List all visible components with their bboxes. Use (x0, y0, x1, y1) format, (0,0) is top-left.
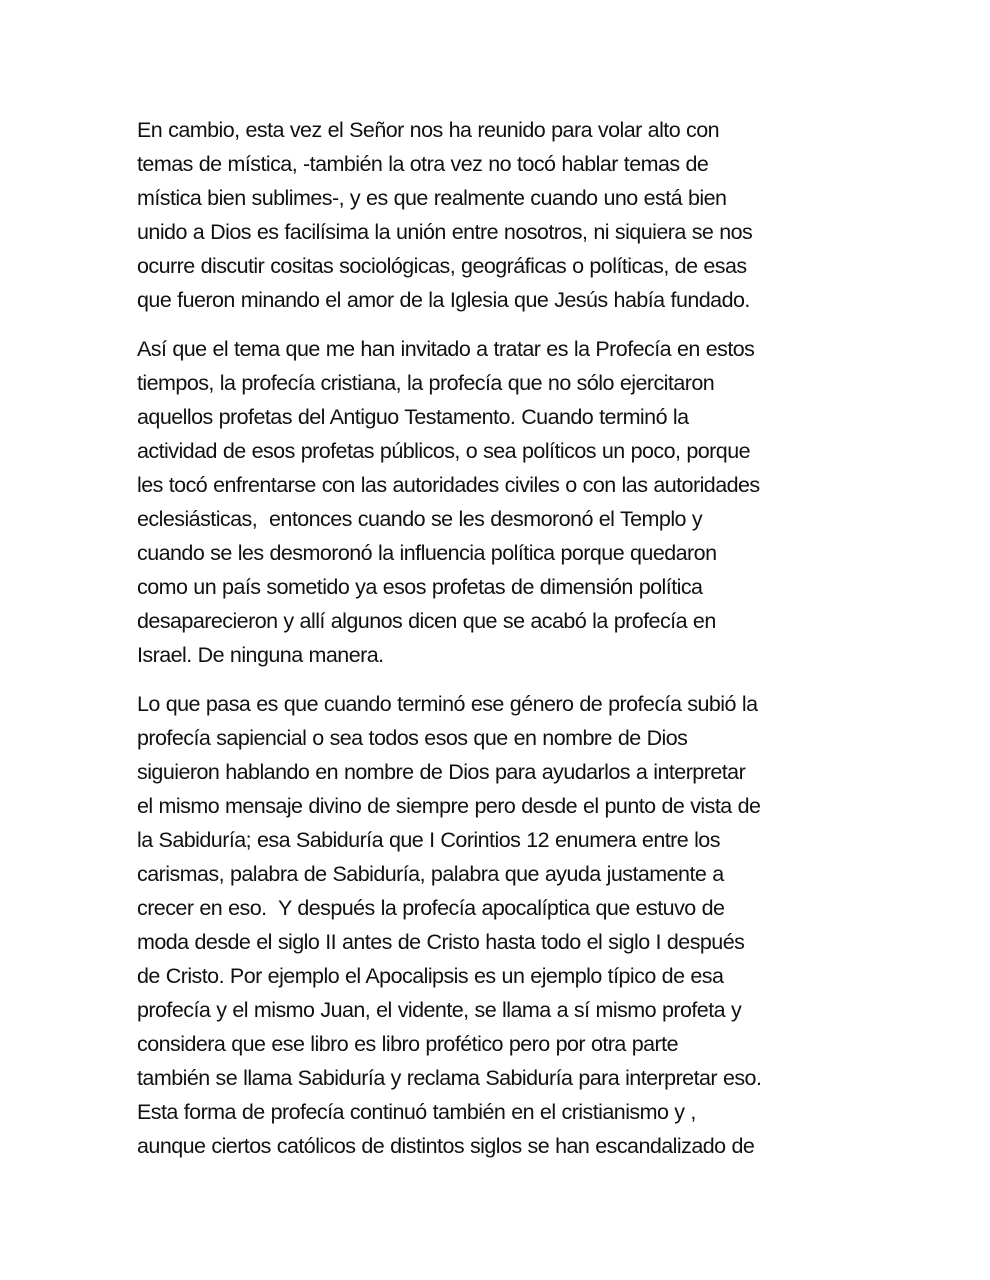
text-line: moda desde el siglo II antes de Cristo hasta todo el siglo I después (137, 930, 745, 954)
text-line: como un país sometido ya esos profetas de dimensión política (137, 575, 703, 599)
text-line: eclesiásticas, entonces cuando se les desmoronó el Templo y (137, 507, 703, 531)
text-line: considera que ese libro es libro profético pero por otra parte (137, 1032, 678, 1056)
text-line: que fueron minando el amor de la Iglesia que Jesús había fundado. (137, 288, 750, 312)
text-line: temas de mística, -también la otra vez no tocó hablar temas de (137, 152, 709, 176)
text-line: actividad de esos profetas públicos, o sea políticos un poco, porque (137, 439, 751, 463)
text-line: carismas, palabra de Sabiduría, palabra que ayuda justamente a (137, 862, 724, 886)
text-line: mística bien sublimes-, y es que realmente cuando uno está bien (137, 186, 727, 210)
text-line: Israel. De ninguna manera. (137, 643, 384, 667)
paragraph-3 (137, 687, 867, 1163)
text-line: también se llama Sabiduría y reclama Sabiduría para interpretar eso. (137, 1066, 762, 1090)
text-line: desaparecieron y allí algunos dicen que se acabó la profecía en (137, 609, 716, 633)
text-line: Esta forma de profecía continuó también en el cristianismo y , (137, 1100, 696, 1124)
text-line: la Sabiduría; esa Sabiduría que I Corintios 12 enumera entre los (137, 828, 720, 852)
text-line: Lo que pasa es que cuando terminó ese género de profecía subió la (137, 692, 758, 716)
text-line: aunque ciertos católicos de distintos siglos se han escandalizado de (137, 1134, 755, 1158)
paragraph-2 (137, 332, 867, 672)
text-line: Así que el tema que me han invitado a tratar es la Profecía en estos (137, 337, 755, 361)
text-line: crecer en eso. Y después la profecía apocalíptica que estuvo de (137, 896, 725, 920)
document-page (137, 113, 867, 1178)
text-line: cuando se les desmoronó la influencia política porque quedaron (137, 541, 717, 565)
text-line: les tocó enfrentarse con las autoridades civiles o con las autoridades (137, 473, 760, 497)
text-line: tiempos, la profecía cristiana, la profecía que no sólo ejercitaron (137, 371, 715, 395)
text-line: el mismo mensaje divino de siempre pero desde el punto de vista de (137, 794, 761, 818)
text-line: aquellos profetas del Antiguo Testamento. Cuando terminó la (137, 405, 689, 429)
text-line: ocurre discutir cositas sociológicas, geográficas o políticas, de esas (137, 254, 747, 278)
text-line: En cambio, esta vez el Señor nos ha reunido para volar alto con (137, 118, 720, 142)
text-line: de Cristo. Por ejemplo el Apocalipsis es un ejemplo típico de esa (137, 964, 724, 988)
text-line: siguieron hablando en nombre de Dios para ayudarlos a interpretar (137, 760, 746, 784)
paragraph-1 (137, 113, 867, 317)
text-line: profecía y el mismo Juan, el vidente, se llama a sí mismo profeta y (137, 998, 742, 1022)
text-line: profecía sapiencial o sea todos esos que en nombre de Dios (137, 726, 688, 750)
text-line: unido a Dios es facilísima la unión entre nosotros, ni siquiera se nos (137, 220, 753, 244)
